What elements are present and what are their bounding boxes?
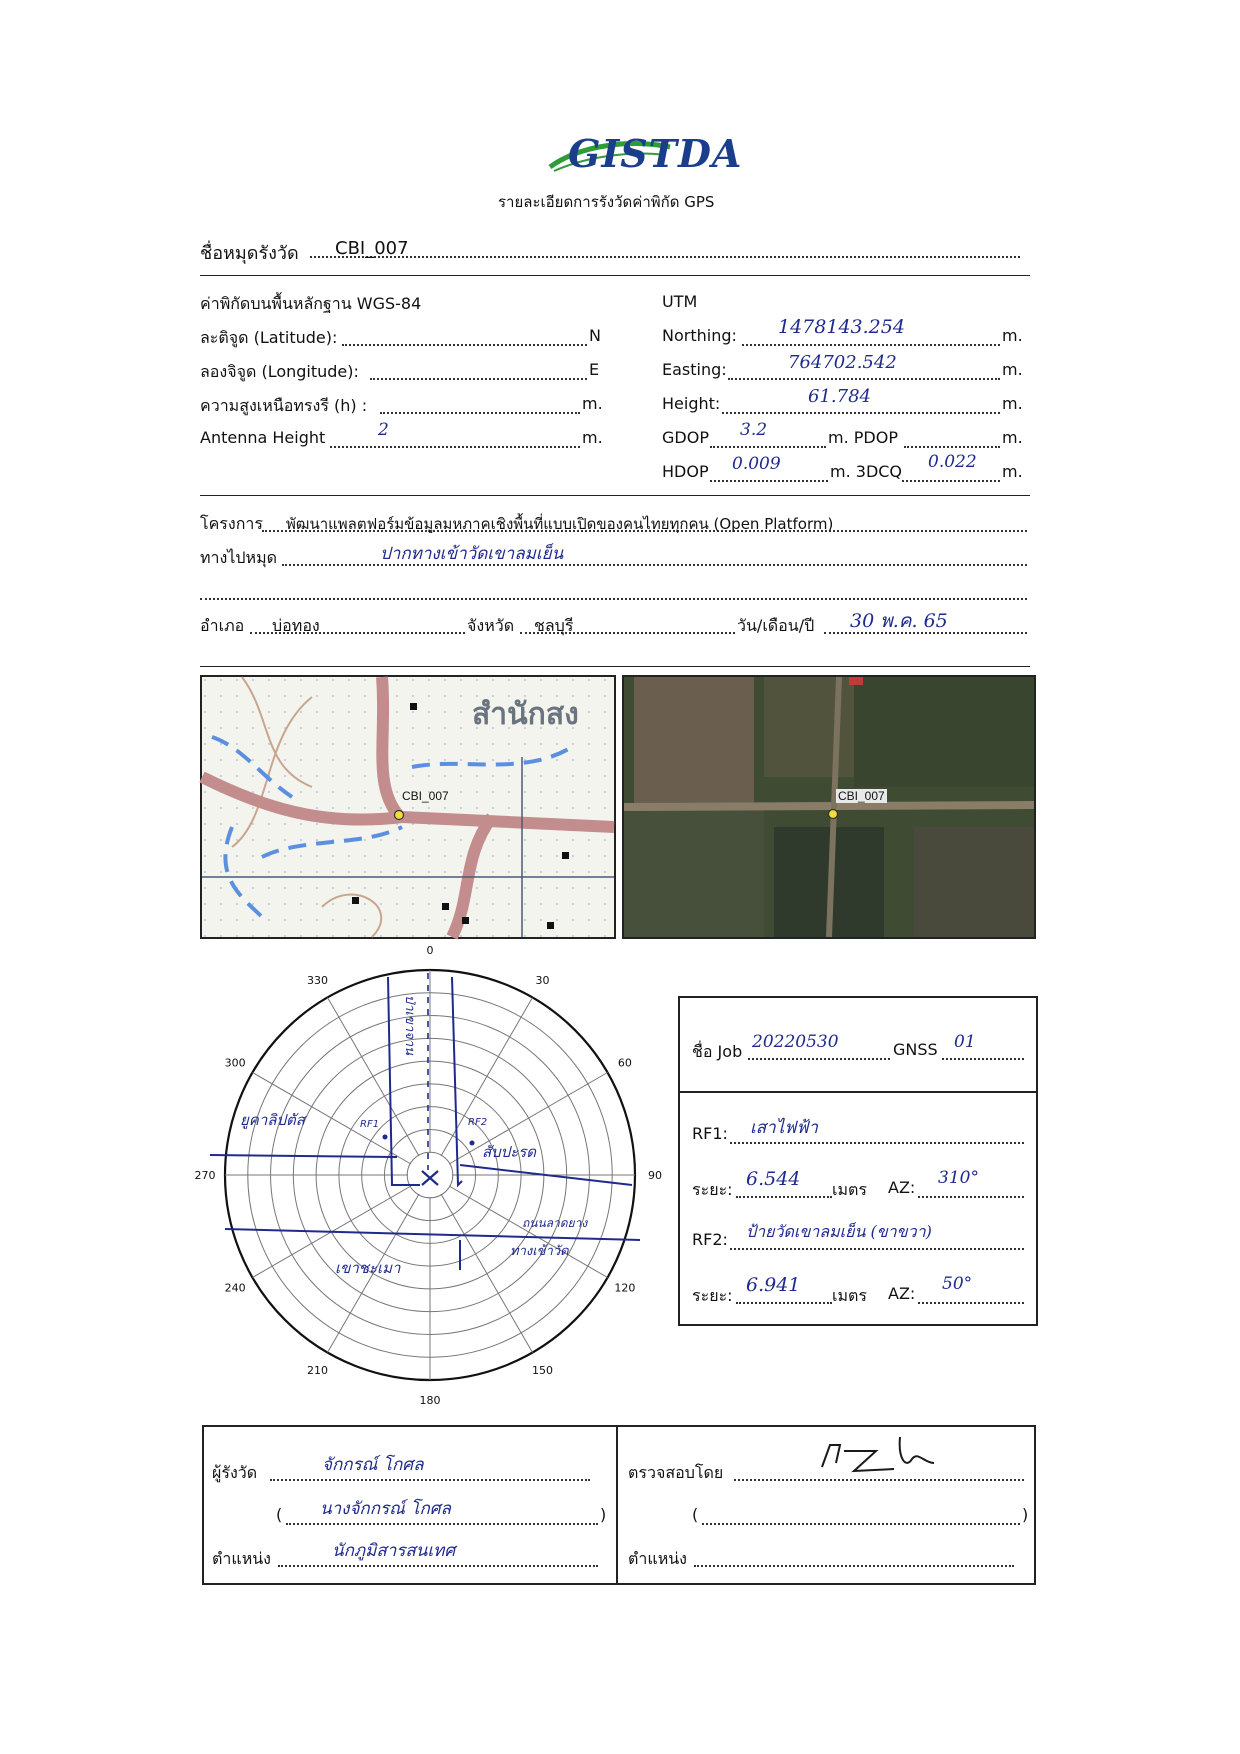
northing-unit: m. <box>1002 326 1023 345</box>
ellipsoid-height-unit: m. <box>582 394 603 413</box>
rf1-distance-value: 6.544 <box>746 1168 801 1190</box>
rf2-az-line <box>918 1302 1024 1304</box>
rf1-label: RF1: <box>692 1124 728 1143</box>
rf2-distance-value: 6.941 <box>746 1274 801 1296</box>
longitude-label: ลองจิจูด (Longitude): <box>200 362 359 381</box>
checker-label: ตรวจสอบโดย <box>628 1463 724 1482</box>
compass-angle-label: 240 <box>224 1281 246 1295</box>
checker-signature-mark <box>814 1429 954 1479</box>
sketch-note-paved-road: ถนนลาดยาง <box>522 1216 588 1230</box>
pdop-unit: m. <box>1002 428 1023 447</box>
sketch-note-eucalyptus: ยูคาลิปตัส <box>240 1111 305 1129</box>
signoff-table <box>202 1425 1036 1585</box>
signoff-divider <box>616 1427 618 1583</box>
station-name-value: CBI_007 <box>335 238 409 259</box>
compass-diagram <box>170 935 662 1410</box>
rf2-point <box>470 1141 475 1146</box>
rf1-value: เสาไฟฟ้า <box>750 1118 818 1138</box>
compass-angle-label: 270 <box>194 1169 216 1182</box>
topographic-map-place-label: สำนักสง <box>472 697 579 732</box>
latitude-line <box>342 344 587 346</box>
northing-value: 1478143.254 <box>778 316 905 338</box>
sketch-boundary-west <box>210 1155 397 1157</box>
job-box <box>678 996 1038 1326</box>
project-value: พัฒนาแพลตฟอร์มข้อมูลมหภาคเชิงพื้นที่แบบเปิดของคนไทยทุกคน (Open Platform) <box>286 515 834 533</box>
route-value: ปากทางเข้าวัดเขาลมเย็น <box>380 544 564 564</box>
divider <box>200 495 1030 496</box>
surveyor-position-value: นักภูมิสารสนเทศ <box>332 1541 456 1561</box>
divider <box>200 666 1030 667</box>
wgs84-heading: ค่าพิกัดบนพื้นหลักฐาน WGS-84 <box>200 294 422 313</box>
compass-angle-label: 150 <box>532 1363 553 1377</box>
surveyor-full-line <box>286 1523 598 1525</box>
antenna-height-value: 2 <box>378 420 389 440</box>
checker-paren-open: ( <box>692 1505 699 1524</box>
surveyor-paren-open: ( <box>276 1505 283 1524</box>
ellipsoid-height-label: ความสูงเหนือทรงรี (h) : <box>200 396 368 415</box>
sketch-note-forest: ป่าเขาจาน <box>402 995 417 1055</box>
route-label: ทางไปหมุด <box>200 548 278 567</box>
dcq-value: 0.022 <box>928 452 977 472</box>
ellipsoid-height-line <box>380 412 580 414</box>
utm-heading: UTM <box>662 292 698 311</box>
compass-angle-label: 330 <box>307 974 328 988</box>
compass-ring <box>407 1152 453 1198</box>
checker-full-line <box>702 1523 1020 1525</box>
easting-unit: m. <box>1002 360 1023 379</box>
dcq-line <box>902 480 1000 482</box>
logo <box>540 125 743 185</box>
gnss-value: 01 <box>954 1032 976 1052</box>
surveyor-position-label: ตำแหน่ง <box>212 1549 271 1568</box>
satellite-map <box>622 675 1036 939</box>
rf1-line <box>730 1142 1024 1144</box>
surveyor-position-line <box>278 1565 598 1567</box>
province-label: จังหวัด <box>467 616 515 635</box>
date-value: 30 พ.ค. 65 <box>850 610 948 632</box>
sketch-note-pineapple: สับปะรด <box>482 1143 537 1161</box>
longitude-line <box>370 378 587 380</box>
route-line-2 <box>200 598 1027 600</box>
height-value: 61.784 <box>808 386 871 407</box>
northing-label: Northing: <box>662 326 737 345</box>
checker-line <box>734 1479 1024 1481</box>
checker-position-label: ตำแหน่ง <box>628 1549 687 1568</box>
sketch-note-mountain: เขาชะเมา <box>335 1259 401 1277</box>
surveyor-full-name: นางจักกรณ์ โกศล <box>320 1499 451 1519</box>
district-value: บ่อทอง <box>272 616 320 635</box>
job-label: ชื่อ Job <box>692 1042 743 1061</box>
divider <box>680 1091 1036 1093</box>
date-label: วัน/เดือน/ปี <box>737 616 815 635</box>
compass-angle-label: 0 <box>426 944 434 957</box>
divider <box>200 275 1030 276</box>
rf2-az-label: AZ: <box>888 1284 916 1303</box>
height-label: Height: <box>662 394 721 413</box>
surveyor-line <box>270 1479 590 1481</box>
gdop-value: 3.2 <box>740 420 768 440</box>
sketch-note-rf2: RF2 <box>468 1117 488 1128</box>
hdop-line <box>710 480 828 482</box>
site-sketch-compass <box>170 935 662 1410</box>
pdop-line <box>904 446 1000 448</box>
dcq-label: m. 3DCQ <box>830 462 903 481</box>
rf1-az-line <box>918 1196 1024 1198</box>
height-unit: m. <box>1002 394 1023 413</box>
surveyor-paren-close: ) <box>600 1505 607 1524</box>
project-label: โครงการ <box>200 514 263 533</box>
topographic-map-point-label: CBI_007 <box>402 789 449 803</box>
checker-paren-close: ) <box>1022 1505 1029 1524</box>
compass-angle-label: 90 <box>648 1169 662 1182</box>
compass-angle-label: 210 <box>307 1363 328 1377</box>
antenna-height-unit: m. <box>582 428 603 447</box>
topographic-map <box>200 675 616 939</box>
height-line <box>722 412 1000 414</box>
latitude-label: ละติจูด (Latitude): <box>200 328 338 347</box>
rf1-point <box>383 1135 388 1140</box>
rf2-value: ป้ายวัดเขาลมเย็น (ขาขวา) <box>746 1222 932 1241</box>
surveyor-value: จักกรณ์ โกศล <box>322 1455 424 1475</box>
pdop-label: m. PDOP <box>828 428 898 447</box>
rf1-distance-line <box>736 1196 832 1198</box>
rf1-meter-label: เมตร <box>832 1180 867 1199</box>
station-mark-icon <box>422 1171 438 1185</box>
sketch-road-right <box>452 977 462 1185</box>
gdop-label: GDOP <box>662 428 709 447</box>
sketch-note-temple-entrance: ทางเข้าวัด <box>510 1244 569 1259</box>
rf1-az-label: AZ: <box>888 1178 916 1197</box>
sketch-note-rf1: RF1 <box>360 1119 380 1130</box>
hdop-value: 0.009 <box>732 454 781 474</box>
rf2-label: RF2: <box>692 1230 728 1249</box>
rf1-az-value: 310° <box>938 1168 979 1188</box>
longitude-unit: E <box>589 360 600 379</box>
rf2-distance-label: ระยะ: <box>692 1286 733 1305</box>
gnss-label: GNSS <box>893 1040 938 1059</box>
northing-line <box>742 344 1000 346</box>
job-line <box>748 1058 890 1060</box>
antenna-height-line <box>330 446 580 448</box>
compass-spoke <box>441 1194 533 1352</box>
compass-spoke <box>449 1186 607 1278</box>
hdop-label: HDOP <box>662 462 709 481</box>
surveyor-label: ผู้รังวัด <box>212 1463 258 1482</box>
page-subtitle: รายละเอียดการรังวัดค่าพิกัด GPS <box>498 193 715 211</box>
compass-angle-label: 300 <box>224 1056 246 1070</box>
rf2-distance-line <box>736 1302 832 1304</box>
rf2-line <box>730 1248 1024 1250</box>
checker-position-line <box>694 1565 1014 1567</box>
gdop-line <box>710 446 826 448</box>
job-value: 20220530 <box>752 1032 839 1052</box>
district-label: อำเภอ <box>200 616 245 635</box>
compass-angle-label: 60 <box>617 1056 632 1070</box>
gnss-line <box>942 1058 1024 1060</box>
compass-angle-label: 120 <box>614 1281 636 1295</box>
station-name-line <box>310 256 1020 258</box>
latitude-unit: N <box>589 326 601 345</box>
province-value: ชลบุรี <box>534 616 574 635</box>
easting-label: Easting: <box>662 360 727 379</box>
antenna-height-label: Antenna Height <box>200 428 326 447</box>
station-name-label: ชื่อหมุดรังวัด <box>200 243 299 264</box>
easting-line <box>728 378 1000 380</box>
easting-value: 764702.542 <box>788 352 897 373</box>
logo-text: GISTDA <box>568 131 743 176</box>
rf1-distance-label: ระยะ: <box>692 1180 733 1199</box>
satellite-map-point-label: CBI_007 <box>838 789 885 803</box>
dcq-unit: m. <box>1002 462 1023 481</box>
rf2-meter-label: เมตร <box>832 1286 867 1305</box>
satellite-map-graphic <box>624 677 1034 937</box>
compass-angle-label: 180 <box>419 1394 441 1407</box>
compass-angle-label: 30 <box>535 974 550 988</box>
rf2-az-value: 50° <box>942 1274 973 1294</box>
